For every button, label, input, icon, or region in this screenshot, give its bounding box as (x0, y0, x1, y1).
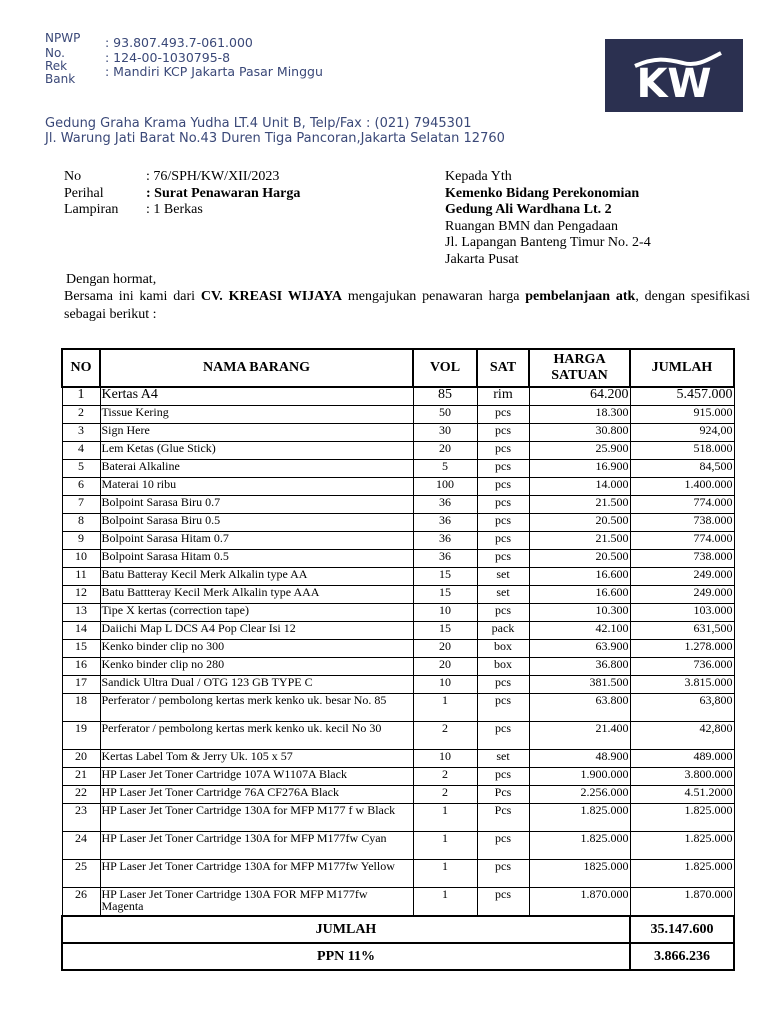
cell-no: 4 (62, 442, 100, 460)
header-nama-barang: NAMA BARANG (100, 349, 413, 387)
cell-jumlah: 738.000 (630, 514, 734, 532)
recipient-line-5: Jl. Lapangan Banteng Timur No. 2-4 (445, 235, 651, 250)
cell-sat: box (477, 640, 529, 658)
cell-vol: 1 (413, 832, 477, 860)
address-line-1: Gedung Graha Krama Yudha LT.4 Unit B, Telp/Fax : (021) 7945301 (45, 116, 472, 131)
cell-sat: pcs (477, 550, 529, 568)
npwp-value: : 93.807.493.7-061.000 (105, 35, 253, 50)
body-paragraph (64, 288, 750, 324)
cell-vol: 1 (413, 888, 477, 917)
cell-nama-barang: Bolpoint Sarasa Biru 0.7 (100, 496, 413, 514)
cell-jumlah: 42,800 (630, 722, 734, 750)
kw-logo-icon (605, 39, 743, 112)
cell-nama-barang: HP Laser Jet Toner Cartridge 130A for MFP M177 f w Black (100, 804, 413, 832)
table-body (62, 387, 734, 916)
cell-harga-satuan: 25.900 (529, 442, 630, 460)
cell-no: 16 (62, 658, 100, 676)
body-post: , dengan spesifikasi sebagai berikut : (64, 289, 750, 322)
table-row (62, 604, 734, 622)
cell-sat: pcs (477, 888, 529, 917)
cell-harga-satuan: 30.800 (529, 424, 630, 442)
cell-sat: pcs (477, 860, 529, 888)
perihal-label: Perihal (64, 185, 104, 201)
table-row (62, 860, 734, 888)
table-row (62, 722, 734, 750)
cell-no: 19 (62, 722, 100, 750)
cell-sat: pcs (477, 694, 529, 722)
cell-vol: 36 (413, 514, 477, 532)
cell-no: 8 (62, 514, 100, 532)
cell-harga-satuan: 48.900 (529, 750, 630, 768)
cell-nama-barang: Kertas A4 (100, 387, 413, 406)
cell-no: 14 (62, 622, 100, 640)
cell-sat: pcs (477, 406, 529, 424)
table-row (62, 622, 734, 640)
table-row (62, 586, 734, 604)
ppn-row (62, 943, 734, 970)
cell-vol: 15 (413, 622, 477, 640)
cell-vol: 20 (413, 658, 477, 676)
cell-sat: pack (477, 622, 529, 640)
body-subject: pembelanjaan atk (525, 289, 636, 304)
table-row (62, 406, 734, 424)
cell-jumlah: 774.000 (630, 532, 734, 550)
cell-nama-barang: Sign Here (100, 424, 413, 442)
cell-vol: 36 (413, 532, 477, 550)
recipient-line-1: Kepada Yth (445, 169, 512, 184)
cell-vol: 20 (413, 640, 477, 658)
cell-vol: 10 (413, 750, 477, 768)
no-value: : 76/SPH/KW/XII/2023 (146, 169, 280, 184)
cell-vol: 85 (413, 387, 477, 406)
table-row (62, 550, 734, 568)
cell-vol: 36 (413, 550, 477, 568)
jumlah-row (62, 916, 734, 943)
header-sat: SAT (477, 349, 529, 387)
cell-vol: 15 (413, 586, 477, 604)
company-logo (605, 39, 743, 112)
cell-vol: 20 (413, 442, 477, 460)
cell-jumlah: 1.278.000 (630, 640, 734, 658)
address-line-2: Jl. Warung Jati Barat No.43 Duren Tiga Pancoran,Jakarta Selatan 12760 (45, 131, 505, 146)
cell-nama-barang: Bolpoint Sarasa Hitam 0.7 (100, 532, 413, 550)
cell-jumlah: 518.000 (630, 442, 734, 460)
greeting: Dengan hormat, (66, 272, 157, 287)
recipient-block (445, 169, 651, 268)
cell-no: 17 (62, 676, 100, 694)
table-row (62, 568, 734, 586)
cell-no: 24 (62, 832, 100, 860)
table-row (62, 387, 734, 406)
header-harga-satuan: HARGA SATUAN (529, 349, 630, 387)
cell-harga-satuan: 2.256.000 (529, 786, 630, 804)
perihal-value: : Surat Penawaran Harga (146, 185, 301, 201)
cell-sat: set (477, 586, 529, 604)
cell-no: 26 (62, 888, 100, 917)
cell-harga-satuan: 1.900.000 (529, 768, 630, 786)
cell-jumlah: 924,00 (630, 424, 734, 442)
cell-no: 11 (62, 568, 100, 586)
rek-label-rek: Rek (45, 59, 68, 73)
cell-jumlah: 4.51.2000 (630, 786, 734, 804)
cell-harga-satuan: 21.500 (529, 496, 630, 514)
cell-harga-satuan: 1.825.000 (529, 804, 630, 832)
cell-harga-satuan: 10.300 (529, 604, 630, 622)
letter-meta (64, 169, 300, 219)
cell-vol: 10 (413, 676, 477, 694)
cell-sat: pcs (477, 604, 529, 622)
header-no: NO (62, 349, 100, 387)
ppn-label: PPN 11% (62, 943, 630, 970)
body-company: CV. KREASI WIJAYA (200, 289, 343, 304)
cell-nama-barang: Perferator / pembolong kertas merk kenko uk. besar No. 85 (100, 694, 413, 722)
table-row (62, 514, 734, 532)
no-label: No (64, 169, 82, 184)
cell-jumlah: 84,500 (630, 460, 734, 478)
table-row (62, 496, 734, 514)
cell-jumlah: 1.825.000 (630, 804, 734, 832)
cell-nama-barang: Baterai Alkaline (100, 460, 413, 478)
cell-harga-satuan: 14.000 (529, 478, 630, 496)
cell-no: 13 (62, 604, 100, 622)
cell-harga-satuan: 42.100 (529, 622, 630, 640)
table-row (62, 658, 734, 676)
cell-sat: box (477, 658, 529, 676)
cell-nama-barang: Sandick Ultra Dual / OTG 123 GB TYPE C (100, 676, 413, 694)
cell-sat: pcs (477, 478, 529, 496)
cell-vol: 10 (413, 604, 477, 622)
cell-jumlah: 3.800.000 (630, 768, 734, 786)
logo-text: KW (636, 61, 712, 107)
cell-jumlah: 1.400.000 (630, 478, 734, 496)
cell-no: 3 (62, 424, 100, 442)
cell-jumlah: 1.825.000 (630, 832, 734, 860)
cell-jumlah: 736.000 (630, 658, 734, 676)
recipient-line-4: Ruangan BMN dan Pengadaan (445, 218, 619, 234)
cell-no: 20 (62, 750, 100, 768)
cell-nama-barang: Kenko binder clip no 280 (100, 658, 413, 676)
cell-jumlah: 738.000 (630, 550, 734, 568)
cell-no: 12 (62, 586, 100, 604)
jumlah-label: JUMLAH (62, 916, 630, 943)
cell-nama-barang: HP Laser Jet Toner Cartridge 130A for MFP M177fw Yellow (100, 860, 413, 888)
cell-sat: pcs (477, 532, 529, 550)
cell-nama-barang: Kenko binder clip no 300 (100, 640, 413, 658)
cell-jumlah: 489.000 (630, 750, 734, 768)
cell-nama-barang: Daiichi Map L DCS A4 Pop Clear Isi 12 (100, 622, 413, 640)
table-row (62, 532, 734, 550)
recipient-line-3: Gedung Ali Wardhana Lt. 2 (445, 202, 612, 217)
cell-jumlah: 631,500 (630, 622, 734, 640)
cell-no: 18 (62, 694, 100, 722)
cell-jumlah: 1.825.000 (630, 860, 734, 888)
table-row (62, 460, 734, 478)
cell-vol: 100 (413, 478, 477, 496)
cell-sat: pcs (477, 676, 529, 694)
cell-harga-satuan: 20.500 (529, 550, 630, 568)
rek-label-bank: Bank (45, 72, 76, 86)
cell-sat: pcs (477, 722, 529, 750)
table-row (62, 768, 734, 786)
cell-nama-barang: HP Laser Jet Toner Cartridge 130A FOR MFP M177fw Magenta (100, 888, 413, 917)
cell-no: 6 (62, 478, 100, 496)
cell-vol: 2 (413, 768, 477, 786)
cell-vol: 1 (413, 804, 477, 832)
cell-jumlah: 1.870.000 (630, 888, 734, 917)
cell-vol: 30 (413, 424, 477, 442)
cell-vol: 1 (413, 860, 477, 888)
cell-jumlah: 63,800 (630, 694, 734, 722)
body-pre: Bersama ini kami dari (64, 289, 201, 304)
cell-harga-satuan: 20.500 (529, 514, 630, 532)
cell-no: 2 (62, 406, 100, 424)
ppn-value: 3.866.236 (630, 943, 734, 970)
table-row (62, 442, 734, 460)
table-row (62, 694, 734, 722)
table-row (62, 478, 734, 496)
cell-harga-satuan: 1825.000 (529, 860, 630, 888)
cell-no: 9 (62, 532, 100, 550)
cell-jumlah: 774.000 (630, 496, 734, 514)
cell-no: 15 (62, 640, 100, 658)
cell-vol: 50 (413, 406, 477, 424)
cell-nama-barang: Materai 10 ribu (100, 478, 413, 496)
cell-sat: pcs (477, 496, 529, 514)
cell-jumlah: 5.457.000 (630, 387, 734, 406)
cell-harga-satuan: 381.500 (529, 676, 630, 694)
table-row (62, 786, 734, 804)
cell-sat: pcs (477, 460, 529, 478)
cell-sat: pcs (477, 768, 529, 786)
cell-sat: pcs (477, 442, 529, 460)
cell-jumlah: 249.000 (630, 586, 734, 604)
table-row (62, 424, 734, 442)
cell-harga-satuan: 16.600 (529, 586, 630, 604)
cell-jumlah: 3.815.000 (630, 676, 734, 694)
cell-nama-barang: Batu Battteray Kecil Merk Alkalin type AAA (100, 586, 413, 604)
header-jumlah: JUMLAH (630, 349, 734, 387)
cell-jumlah: 915.000 (630, 406, 734, 424)
items-table (61, 348, 735, 971)
cell-vol: 15 (413, 568, 477, 586)
cell-harga-satuan: 21.400 (529, 722, 630, 750)
cell-no: 25 (62, 860, 100, 888)
recipient-line-2: Kemenko Bidang Perekonomian (445, 185, 640, 201)
cell-sat: Pcs (477, 804, 529, 832)
cell-harga-satuan: 63.800 (529, 694, 630, 722)
cell-harga-satuan: 18.300 (529, 406, 630, 424)
lampiran-label: Lampiran (64, 202, 119, 217)
recipient-line-6: Jakarta Pusat (445, 251, 519, 267)
table-row (62, 804, 734, 832)
npwp-label: NPWP (45, 31, 81, 45)
rek-value: : 124-00-1030795-8 (105, 50, 231, 65)
cell-nama-barang: Tissue Kering (100, 406, 413, 424)
jumlah-value: 35.147.600 (630, 916, 734, 943)
cell-nama-barang: Bolpoint Sarasa Biru 0.5 (100, 514, 413, 532)
cell-sat: pcs (477, 832, 529, 860)
cell-vol: 36 (413, 496, 477, 514)
table-header-row (62, 349, 734, 387)
cell-sat: set (477, 750, 529, 768)
bank-value: : Mandiri KCP Jakarta Pasar Minggu (105, 64, 323, 79)
cell-sat: rim (477, 387, 529, 406)
cell-nama-barang: Perferator / pembolong kertas merk kenko uk. kecil No 30 (100, 722, 413, 750)
cell-no: 7 (62, 496, 100, 514)
cell-vol: 2 (413, 722, 477, 750)
cell-vol: 5 (413, 460, 477, 478)
cell-sat: set (477, 568, 529, 586)
cell-nama-barang: Lem Ketas (Glue Stick) (100, 442, 413, 460)
cell-no: 21 (62, 768, 100, 786)
cell-jumlah: 249.000 (630, 568, 734, 586)
table-row (62, 888, 734, 917)
table-row (62, 676, 734, 694)
cell-sat: pcs (477, 514, 529, 532)
table-row (62, 832, 734, 860)
cell-harga-satuan: 36.800 (529, 658, 630, 676)
cell-harga-satuan: 64.200 (529, 387, 630, 406)
cell-nama-barang: HP Laser Jet Toner Cartridge 76A CF276A Black (100, 786, 413, 804)
cell-nama-barang: Bolpoint Sarasa Hitam 0.5 (100, 550, 413, 568)
rek-label-no: No. (45, 46, 65, 60)
cell-harga-satuan: 16.900 (529, 460, 630, 478)
table-row (62, 640, 734, 658)
cell-harga-satuan: 1.870.000 (529, 888, 630, 917)
cell-nama-barang: Kertas Label Tom & Jerry Uk. 105 x 57 (100, 750, 413, 768)
cell-nama-barang: Batu Batteray Kecil Merk Alkalin type AA (100, 568, 413, 586)
cell-jumlah: 103.000 (630, 604, 734, 622)
cell-nama-barang: HP Laser Jet Toner Cartridge 130A for MFP M177fw Cyan (100, 832, 413, 860)
cell-no: 23 (62, 804, 100, 832)
cell-no: 22 (62, 786, 100, 804)
table-row (62, 750, 734, 768)
lampiran-value: : 1 Berkas (146, 202, 203, 217)
cell-no: 5 (62, 460, 100, 478)
cell-nama-barang: HP Laser Jet Toner Cartridge 107A W1107A Black (100, 768, 413, 786)
cell-harga-satuan: 63.900 (529, 640, 630, 658)
cell-harga-satuan: 1.825.000 (529, 832, 630, 860)
cell-no: 10 (62, 550, 100, 568)
cell-sat: pcs (477, 424, 529, 442)
cell-sat: Pcs (477, 786, 529, 804)
cell-harga-satuan: 21.500 (529, 532, 630, 550)
cell-nama-barang: Tipe X kertas (correction tape) (100, 604, 413, 622)
cell-vol: 1 (413, 694, 477, 722)
header-vol: VOL (413, 349, 477, 387)
body-mid: mengajukan penawaran harga (342, 289, 526, 304)
cell-no: 1 (62, 387, 100, 406)
cell-vol: 2 (413, 786, 477, 804)
cell-harga-satuan: 16.600 (529, 568, 630, 586)
